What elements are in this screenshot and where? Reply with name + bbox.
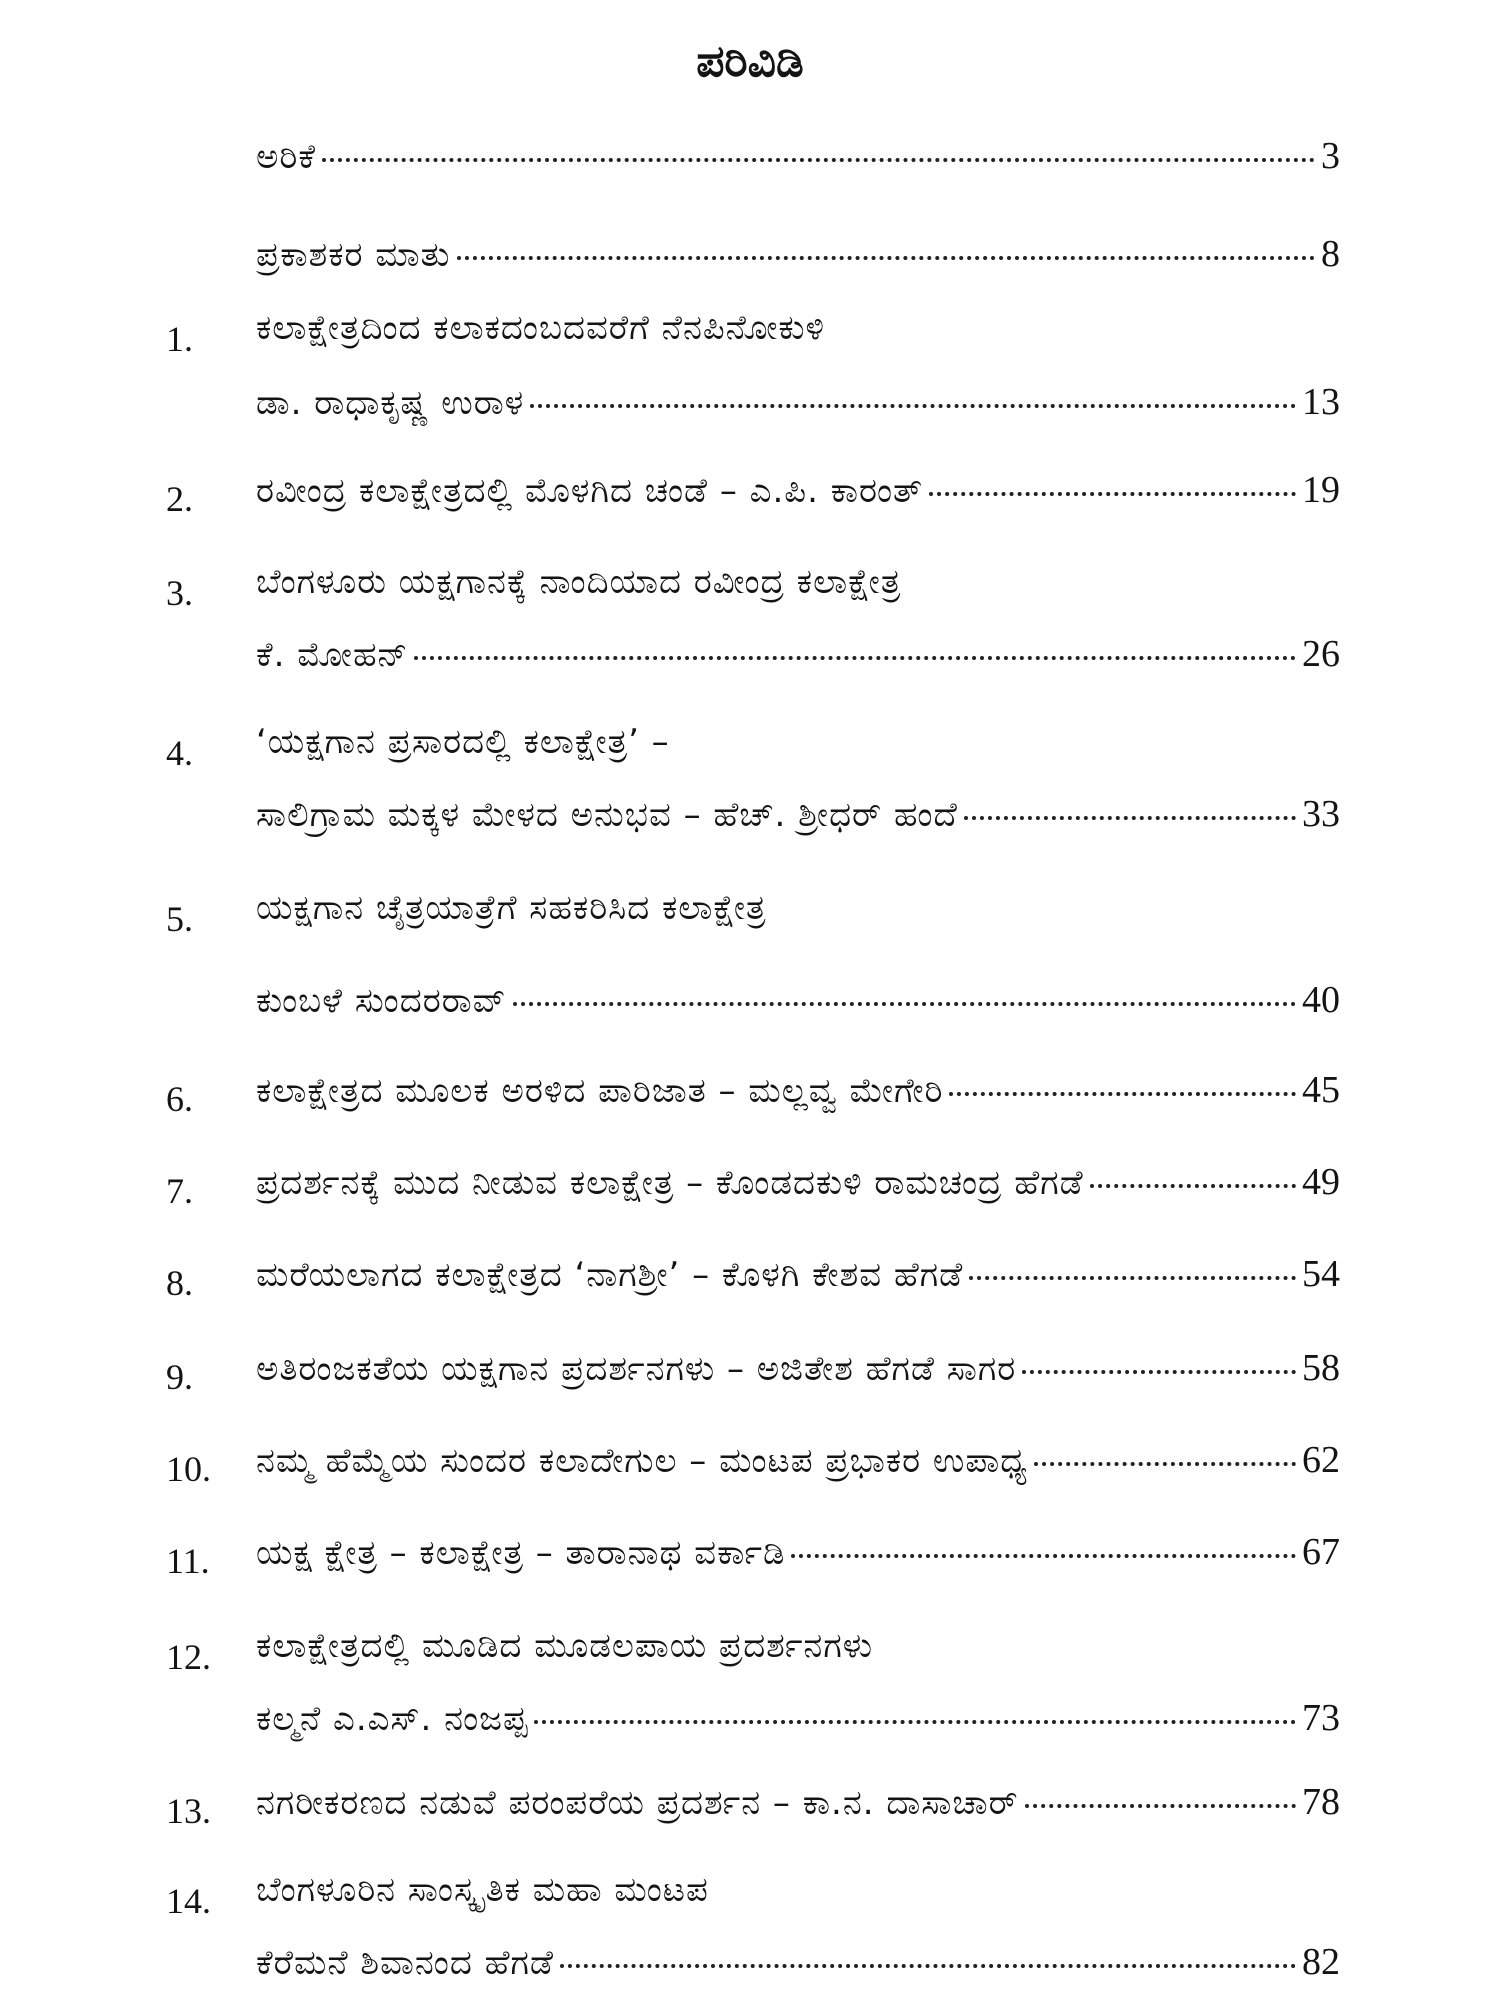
toc-entry — [256, 468, 1340, 528]
toc-entry-line — [256, 722, 670, 782]
page-number: 73 — [1302, 1697, 1340, 1739]
toc-entry — [256, 1068, 1340, 1128]
toc-entry — [256, 1696, 1340, 1756]
dot-leader — [513, 1002, 1296, 1006]
entry-title: ಯಕ್ಷಗಾನ ಚೈತ್ರಯಾತ್ರೆಗೆ ಸಹಕರಿಸಿದ ಕಲಾಕ್ಷೇತ್ರ — [256, 888, 767, 928]
dot-leader — [1025, 1804, 1296, 1808]
page-number: 54 — [1302, 1253, 1340, 1295]
entry-title: ಪ್ರಕಾಶಕರ ಮಾತು — [256, 235, 451, 275]
entry-number: 10. — [166, 1449, 211, 1489]
entry-number: 11. — [166, 1541, 210, 1581]
entry-number: 5. — [166, 899, 193, 939]
entry-title: ನಗರೀಕರಣದ ನಡುವೆ ಪರಂಪರೆಯ ಪ್ರದರ್ಶನ – ಕಾ.ನ. ದಾಸಾಚಾರ್ — [256, 1783, 1019, 1823]
dot-leader — [457, 256, 1316, 260]
page-number: 58 — [1302, 1347, 1340, 1389]
entry-number: 1. — [166, 319, 193, 359]
dot-leader — [929, 492, 1296, 496]
page-number: 62 — [1302, 1439, 1340, 1481]
page-number: 19 — [1302, 469, 1340, 511]
dot-leader — [322, 158, 1315, 162]
entry-title: ನಮ್ಮ ಹೆಮ್ಮೆಯ ಸುಂದರ ಕಲಾದೇಗುಲ – ಮಂಟಪ ಪ್ರಭಾಕರ ಉಪಾಧ್ಯ — [256, 1441, 1028, 1481]
dot-leader — [530, 404, 1296, 408]
entry-number: 13. — [166, 1791, 211, 1831]
entry-number: 6. — [166, 1079, 193, 1119]
dot-leader — [1034, 1462, 1296, 1466]
dot-leader — [414, 656, 1296, 660]
toc-entry-line — [256, 888, 767, 948]
entry-author: ಕೆರೆಮನೆ ಶಿವಾನಂದ ಹೆಗಡೆ — [256, 1943, 554, 1983]
entry-title: ಪ್ರದರ್ಶನಕ್ಕೆ ಮುದ ನೀಡುವ ಕಲಾಕ್ಷೇತ್ರ – ಕೊಂಡದಕುಳಿ ರಾಮಚಂದ್ರ ಹೆಗಡೆ — [256, 1163, 1084, 1203]
page-number: 8 — [1321, 233, 1340, 275]
entry-title: ಮರೆಯಲಾಗದ ಕಲಾಕ್ಷೇತ್ರದ ‘ನಾಗಶ್ರೀ’ – ಕೊಳಗಿ ಕೇಶವ ಹೆಗಡೆ — [256, 1255, 964, 1295]
entry-author: ಕಲ್ಮನೆ ಎ.ಎಸ್. ನಂಜಪ್ಪ — [256, 1699, 529, 1739]
page-number: 82 — [1302, 1941, 1340, 1983]
dot-leader — [964, 816, 1296, 820]
dot-leader — [1022, 1370, 1296, 1374]
entry-title: ಯಕ್ಷ ಕ್ಷೇತ್ರ – ಕಲಾಕ್ಷೇತ್ರ – ತಾರಾನಾಥ ವರ್ಕಾಡಿ — [256, 1533, 786, 1573]
entry-number: 4. — [166, 733, 193, 773]
entry-number: 8. — [166, 1263, 193, 1303]
toc-entry-line — [256, 562, 901, 622]
toc-entry — [256, 380, 1340, 440]
dot-leader — [969, 1276, 1296, 1280]
entry-title: ಕಲಾಕ್ಷೇತ್ರದಿಂದ ಕಲಾಕದಂಬದವರೆಗೆ ನೆನಪಿನೋಕುಳಿ — [256, 308, 826, 348]
entry-title: ರವೀಂದ್ರ ಕಲಾಕ್ಷೇತ್ರದಲ್ಲಿ ಮೊಳಗಿದ ಚಂಡೆ – ಎ.ಪಿ. ಕಾರಂತ್ — [256, 471, 924, 511]
toc-entry-line — [256, 1626, 873, 1686]
entry-number: 7. — [166, 1171, 193, 1211]
toc-entry-line — [256, 308, 825, 368]
entry-author: ಸಾಲಿಗ್ರಾಮ ಮಕ್ಕಳ ಮೇಳದ ಅನುಭವ – ಹೆಚ್. ಶ್ರೀಧರ್ ಹಂದೆ — [256, 795, 958, 835]
page-number: 45 — [1302, 1069, 1340, 1111]
toc-entry — [256, 134, 1340, 194]
toc-entry — [256, 1252, 1340, 1312]
entry-number: 2. — [166, 479, 193, 519]
entry-author: ಕೆ. ಮೋಹನ್ — [256, 635, 409, 675]
dot-leader — [560, 1964, 1296, 1968]
toc-entry — [256, 632, 1340, 692]
entry-title: ಕಲಾಕ್ಷೇತ್ರದಲ್ಲಿ ಮೂಡಿದ ಮೂಡಲಪಾಯ ಪ್ರದರ್ಶನಗಳು — [256, 1626, 873, 1666]
dot-leader — [949, 1092, 1296, 1096]
entry-number: 9. — [166, 1357, 193, 1397]
page-number: 49 — [1302, 1161, 1340, 1203]
page-number: 33 — [1302, 793, 1340, 835]
entry-title: ಬೆಂಗಳೂರು ಯಕ್ಷಗಾನಕ್ಕೆ ನಾಂದಿಯಾದ ರವೀಂದ್ರ ಕಲಾಕ್ಷೇತ್ರ — [256, 562, 902, 602]
entry-author: ಡಾ. ರಾಧಾಕೃಷ್ಣ ಉರಾಳ — [256, 383, 525, 423]
page-number: 78 — [1302, 1781, 1340, 1823]
toc-entry-line — [256, 1870, 709, 1930]
toc-entry — [256, 1940, 1340, 2000]
entry-title: ಕಲಾಕ್ಷೇತ್ರದ ಮೂಲಕ ಅರಳಿದ ಪಾರಿಜಾತ – ಮಲ್ಲವ್ವ ಮೇಗೇರಿ — [256, 1071, 944, 1111]
entry-title: ‘ಯಕ್ಷಗಾನ ಪ್ರಸಾರದಲ್ಲಿ ಕಲಾಕ್ಷೇತ್ರ’ – — [256, 722, 670, 762]
page-title: ಪರಿವಿಡಿ — [696, 36, 804, 87]
entry-number: 3. — [166, 573, 193, 613]
entry-author: ಕುಂಬಳೆ ಸುಂದರರಾವ್ — [256, 981, 507, 1021]
entry-title: ಅರಿಕೆ — [256, 137, 317, 177]
toc-entry — [256, 1346, 1340, 1406]
toc-entry — [256, 1780, 1340, 1840]
page-number: 26 — [1302, 633, 1340, 675]
page-number: 13 — [1302, 381, 1340, 423]
page-number: 40 — [1302, 979, 1340, 1021]
entry-title: ಬೆಂಗಳೂರಿನ ಸಾಂಸ್ಕೃತಿಕ ಮಹಾ ಮಂಟಪ — [256, 1870, 709, 1910]
toc-entry — [256, 1160, 1340, 1220]
page-number: 67 — [1302, 1531, 1340, 1573]
entry-number: 12. — [166, 1637, 211, 1677]
toc-entry — [256, 792, 1340, 852]
toc-entry — [256, 978, 1340, 1038]
entry-number: 14. — [166, 1881, 211, 1921]
dot-leader — [1090, 1184, 1296, 1188]
page-number: 3 — [1321, 135, 1340, 177]
toc-entry — [256, 1530, 1340, 1590]
dot-leader — [534, 1720, 1296, 1724]
toc-entry — [256, 232, 1340, 292]
toc-entry — [256, 1438, 1340, 1498]
dot-leader — [791, 1554, 1296, 1558]
entry-title: ಅತಿರಂಜಕತೆಯ ಯಕ್ಷಗಾನ ಪ್ರದರ್ಶನಗಳು – ಅಜಿತೇಶ ಹೆಗಡೆ ಸಾಗರ — [256, 1349, 1017, 1389]
